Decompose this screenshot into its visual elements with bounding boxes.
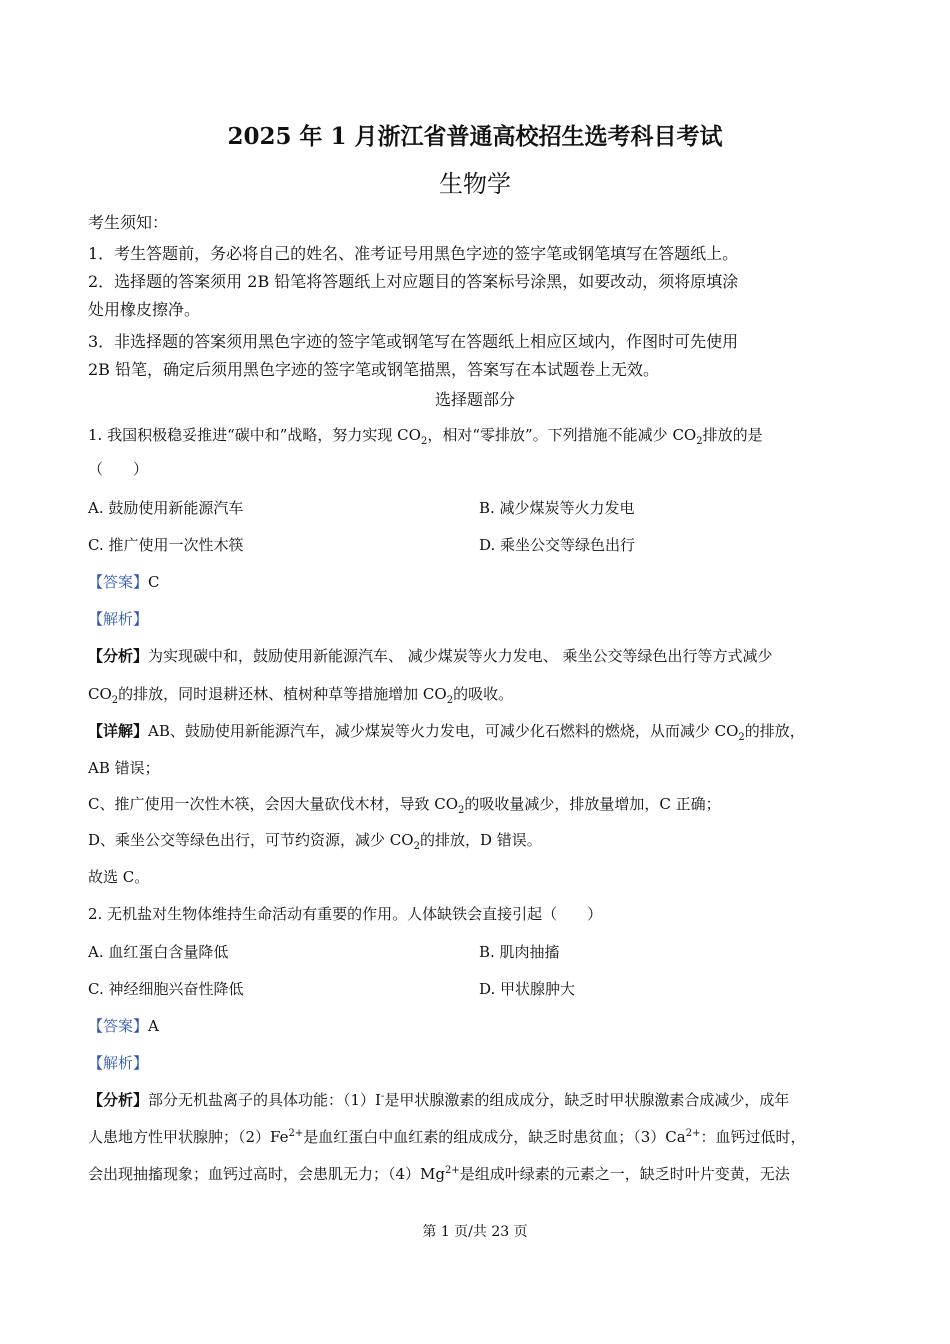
notice-item-2-line1: 2．选择题的答案须用 2B 铅笔将答题纸上对应题目的答案标号涂黑，如要改动，须将原填涂 (88, 272, 739, 291)
notice-heading: 考生须知： (88, 213, 169, 232)
q2-stem: 2. 无机盐对生物体维持生命活动有重要的作用。人体缺铁会直接引起（ ） (88, 905, 603, 923)
q2-fenxi-c-sup: 2+ (445, 1165, 460, 1176)
notice-item-3-line2: 2B 铅笔，确定后须用黑色字迹的签字笔或钢笔描黑，答案写在本试题卷上无效。 (88, 360, 660, 379)
q1-xiangjie-d1: D、乘坐公交等绿色出行，可节约资源，减少 CO (88, 831, 414, 849)
q2-answer-value: A (148, 1017, 159, 1035)
notice-item-1: 1．考生答题前，务必将自己的姓名、准考证号用黑色字迹的签字笔或钢笔填写在答题纸上。 (88, 244, 739, 263)
q2-option-c: C. 神经细胞兴奋性降低 (88, 980, 244, 998)
q2-fenxi-line3 (88, 1163, 790, 1184)
q1-stem-sub2: 2 (696, 436, 703, 447)
q1-answer-label: 【答案】 (88, 573, 149, 591)
q1-xiangjie-line3 (88, 793, 721, 816)
q2-answer-label: 【答案】 (88, 1017, 149, 1035)
q1-answer (88, 571, 160, 592)
q2-fenxi-b-sup1: 2+ (288, 1128, 304, 1139)
q1-xiangjie-d2: 的排放，D 错误。 (419, 831, 542, 849)
q1-fenxi-line2 (88, 683, 513, 706)
q1-xiangjie-line4 (88, 829, 542, 852)
q1-fenxi-b3: 的吸收。 (453, 685, 514, 703)
q1-xiangjie-a1: AB、鼓励使用新能源汽车，减少煤炭等火力发电，可减少化石燃料的燃烧，从而减少 CO (148, 722, 739, 740)
q1-xiangjie-c1: C、推广使用一次性木筷，会因大量砍伐木材，导致 CO (88, 795, 459, 813)
q1-xiangjie-line2: AB 错误； (88, 759, 160, 777)
q2-fenxi-c1: 会出现抽搐现象；血钙过高时，会患肌无力；（4）Mg (88, 1165, 446, 1183)
q2-option-b: B. 肌肉抽搐 (479, 943, 560, 961)
q2-fenxi-b2: 是血红蛋白中血红素的组成成分，缺乏时患贫血；（3）Ca (303, 1128, 686, 1146)
q1-xiangjie-line1 (88, 720, 805, 743)
q2-answer (88, 1015, 159, 1036)
q2-fenxi-label: 【分析】 (88, 1091, 149, 1109)
page-footer: 第 1 页/共 23 页 (422, 1224, 528, 1240)
q1-fenxi-b-sub2: 2 (446, 695, 454, 706)
q2-fenxi-b1: 人患地方性甲状腺肿；（2）Fe (88, 1128, 289, 1146)
q1-option-a: A. 鼓励使用新能源汽车 (88, 499, 244, 517)
q1-stem-part1: 1. 我国积极稳妥推进“碳中和”战略，努力实现 CO (88, 426, 421, 444)
notice-item-3-line1: 3．非选择题的答案须用黑色字迹的签字笔或钢笔写在答题纸上相应区域内，作图时可先使用 (88, 332, 739, 351)
q1-option-d: D. 乘坐公交等绿色出行 (479, 536, 636, 554)
q1-analysis-label: 【解析】 (88, 610, 149, 628)
q2-fenxi-b-sup2: 2+ (685, 1128, 701, 1139)
q1-fenxi-b1: CO (88, 685, 112, 703)
q2-fenxi-line1 (88, 1089, 789, 1110)
q1-option-b: B. 减少煤炭等火力发电 (479, 499, 635, 517)
q2-fenxi-a1: 部分无机盐离子的具体功能：（1）I (148, 1091, 381, 1109)
q2-fenxi-b3: ：血钙过低时， (700, 1128, 806, 1146)
q1-xiangjie-label: 【详解】 (88, 722, 149, 740)
q1-stem-part2: ，相对“零排放”。下列措施不能减少 CO (427, 426, 697, 444)
q1-paren: （ ） (88, 460, 149, 478)
q2-analysis-label: 【解析】 (88, 1054, 149, 1072)
q1-xiangjie-c2: 的吸收量减少，排放量增加，C 正确； (464, 795, 721, 813)
q1-stem-part3: 排放的是 (702, 426, 763, 444)
q1-stem (88, 424, 763, 447)
q2-fenxi-a-sup: - (381, 1091, 385, 1102)
q1-xiangjie-c-sub: 2 (458, 805, 465, 816)
exam-title: 2025 年 1 月浙江省普通高校招生选考科目考试 (227, 123, 723, 150)
q1-fenxi-label: 【分析】 (88, 647, 149, 665)
q2-option-d: D. 甲状腺肿大 (479, 980, 576, 998)
q1-fenxi-text1: 为实现碳中和，鼓励使用新能源汽车、 减少煤炭等火力发电、 乘坐公交等绿色出行等方式减少 (148, 647, 773, 665)
q1-option-c: C. 推广使用一次性木筷 (88, 536, 244, 554)
q1-fenxi-b-sub: 2 (111, 695, 119, 706)
q1-fenxi-b2: 的排放，同时退耕还林、植树种草等措施增加 CO (118, 685, 447, 703)
section-title: 选择题部分 (434, 390, 515, 409)
q1-stem-sub1: 2 (420, 436, 428, 447)
q1-xiangjie-d-sub: 2 (413, 841, 420, 852)
q1-answer-value: C (148, 573, 160, 591)
q1-fenxi-line1 (88, 645, 773, 666)
q1-conclusion: 故选 C。 (88, 868, 150, 886)
q1-xiangjie-a2: 的排放， (744, 722, 805, 740)
q2-fenxi-line2 (88, 1126, 806, 1147)
notice-item-2-line2: 处用橡皮擦净。 (88, 300, 201, 319)
q2-fenxi-c2: 是组成叶绿素的元素之一，缺乏时叶片变黄，无法 (459, 1165, 790, 1183)
q2-fenxi-a2: 是甲状腺激素的组成成分，缺乏时甲状腺激素合成减少，成年 (384, 1091, 790, 1109)
q2-option-a: A. 血红蛋白含量降低 (88, 943, 229, 961)
q1-xiangjie-a-sub: 2 (738, 732, 745, 743)
exam-subject: 生物学 (439, 170, 511, 198)
